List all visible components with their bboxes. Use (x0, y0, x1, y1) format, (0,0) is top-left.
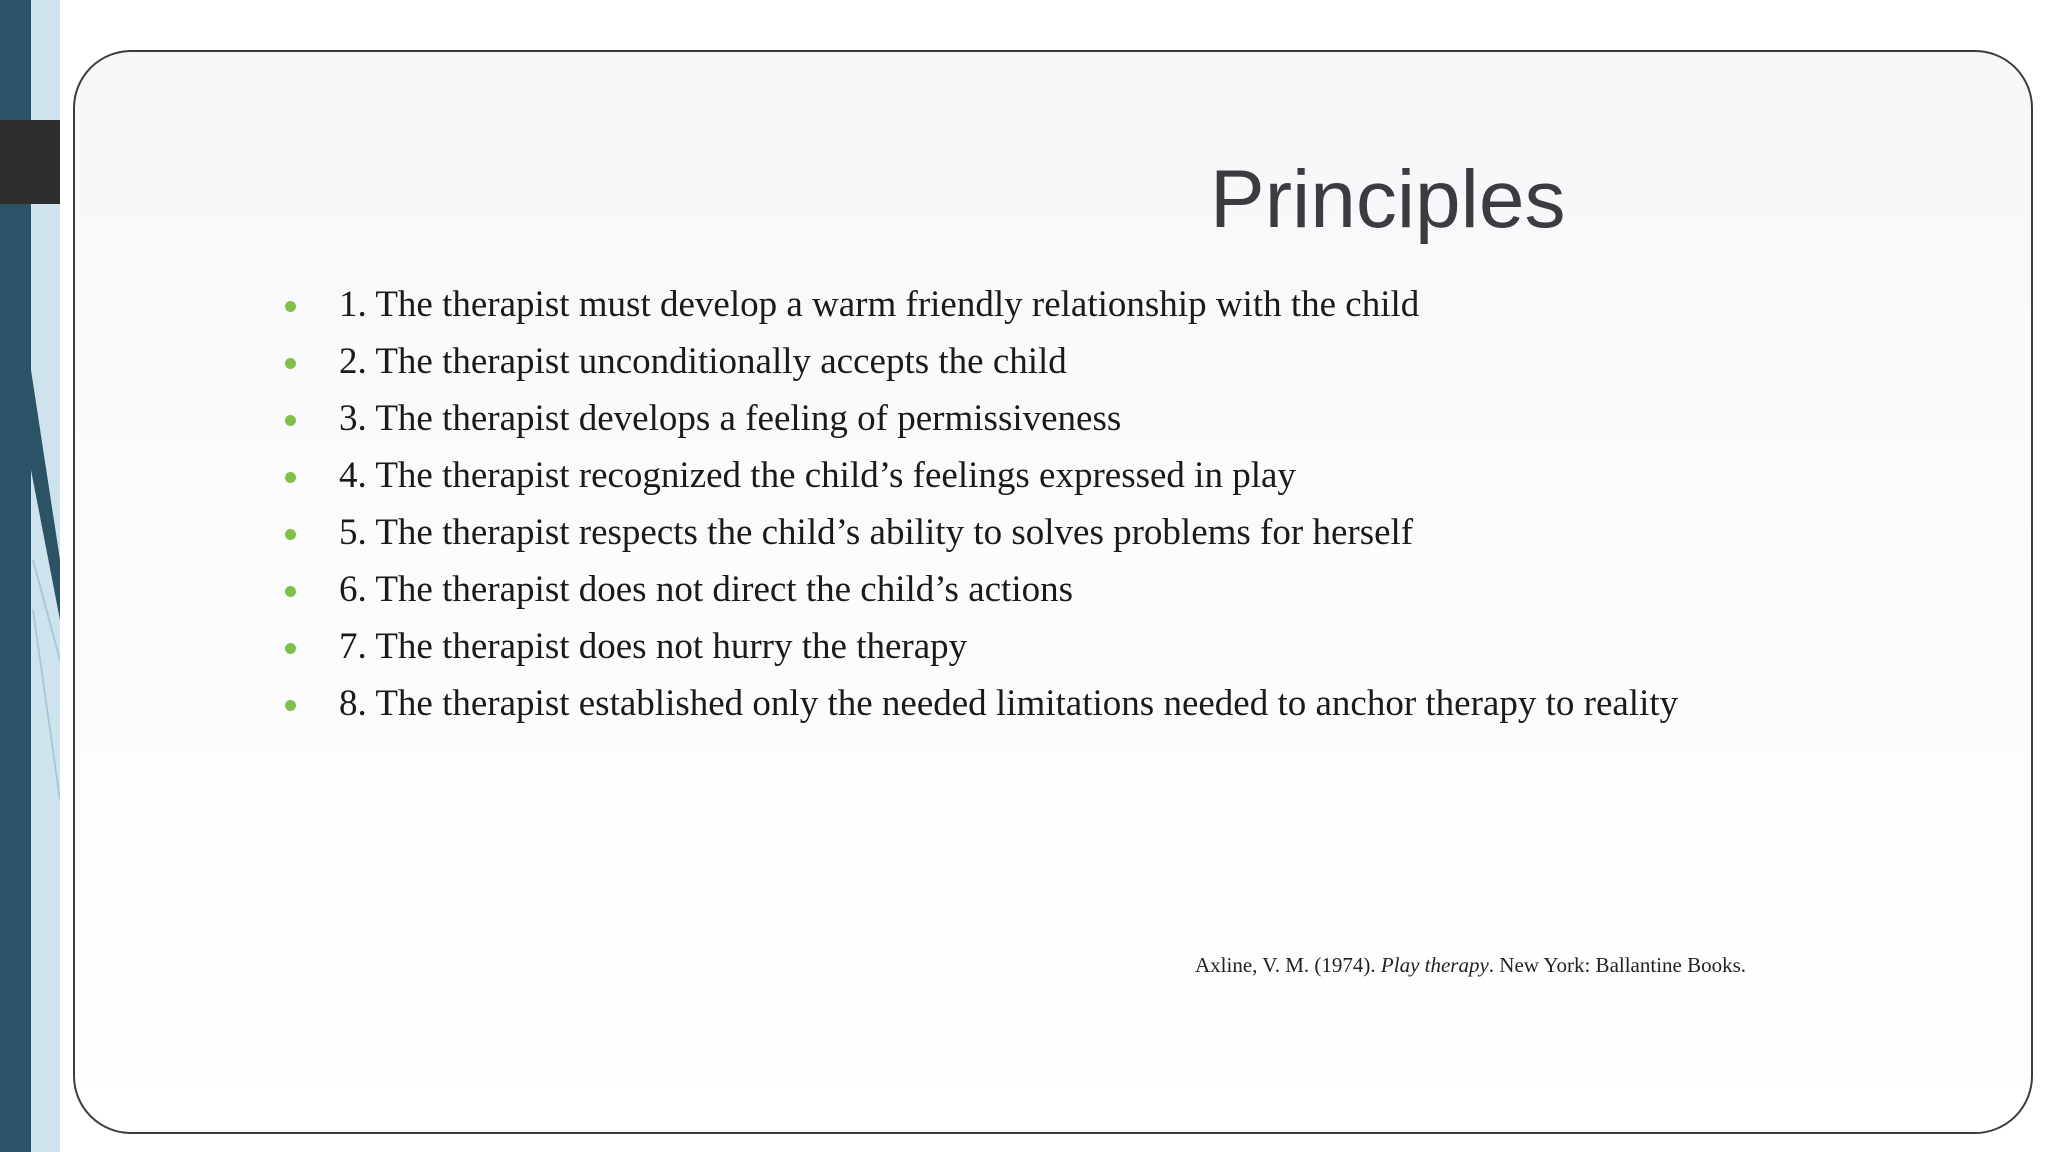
citation (1195, 953, 1746, 978)
citation-authors: Axline, V. M. (1974). (1195, 953, 1376, 977)
principle-text: 4. The therapist recognized the child’s feelings expressed in play (339, 455, 1296, 496)
bullet-icon (285, 643, 296, 654)
principle-item (275, 282, 1815, 328)
principle-item (275, 339, 1815, 385)
principle-item (275, 624, 1815, 670)
principle-text: 3. The therapist develops a feeling of permissiveness (339, 398, 1122, 439)
bullet-icon (285, 700, 296, 711)
bullet-icon (285, 301, 296, 312)
principle-item (275, 396, 1815, 442)
bullet-icon (285, 472, 296, 483)
slide-title: Principles (1210, 154, 1566, 245)
principle-text: 7. The therapist does not hurry the therapy (339, 626, 968, 667)
bullet-icon (285, 586, 296, 597)
principle-text: 2. The therapist unconditionally accepts the child (339, 341, 1067, 382)
principle-item (275, 510, 1815, 556)
principle-text: 5. The therapist respects the child’s ability to solves problems for herself (339, 512, 1414, 553)
principles-list (275, 282, 1815, 738)
citation-publisher: . New York: Ballantine Books. (1488, 953, 1747, 977)
bullet-icon (285, 415, 296, 426)
citation-work: Play therapy (1380, 953, 1489, 977)
principle-item (275, 681, 1815, 727)
principle-item (275, 567, 1815, 613)
principle-item (275, 453, 1815, 499)
bullet-icon (285, 358, 296, 369)
principle-text: 8. The therapist established only the needed limitations needed to anchor therapy to reality (339, 683, 1679, 724)
slide-tab-marker (0, 120, 60, 204)
principle-text: 1. The therapist must develop a warm friendly relationship with the child (339, 284, 1420, 325)
principle-text: 6. The therapist does not direct the child’s actions (339, 569, 1074, 610)
bullet-icon (285, 529, 296, 540)
